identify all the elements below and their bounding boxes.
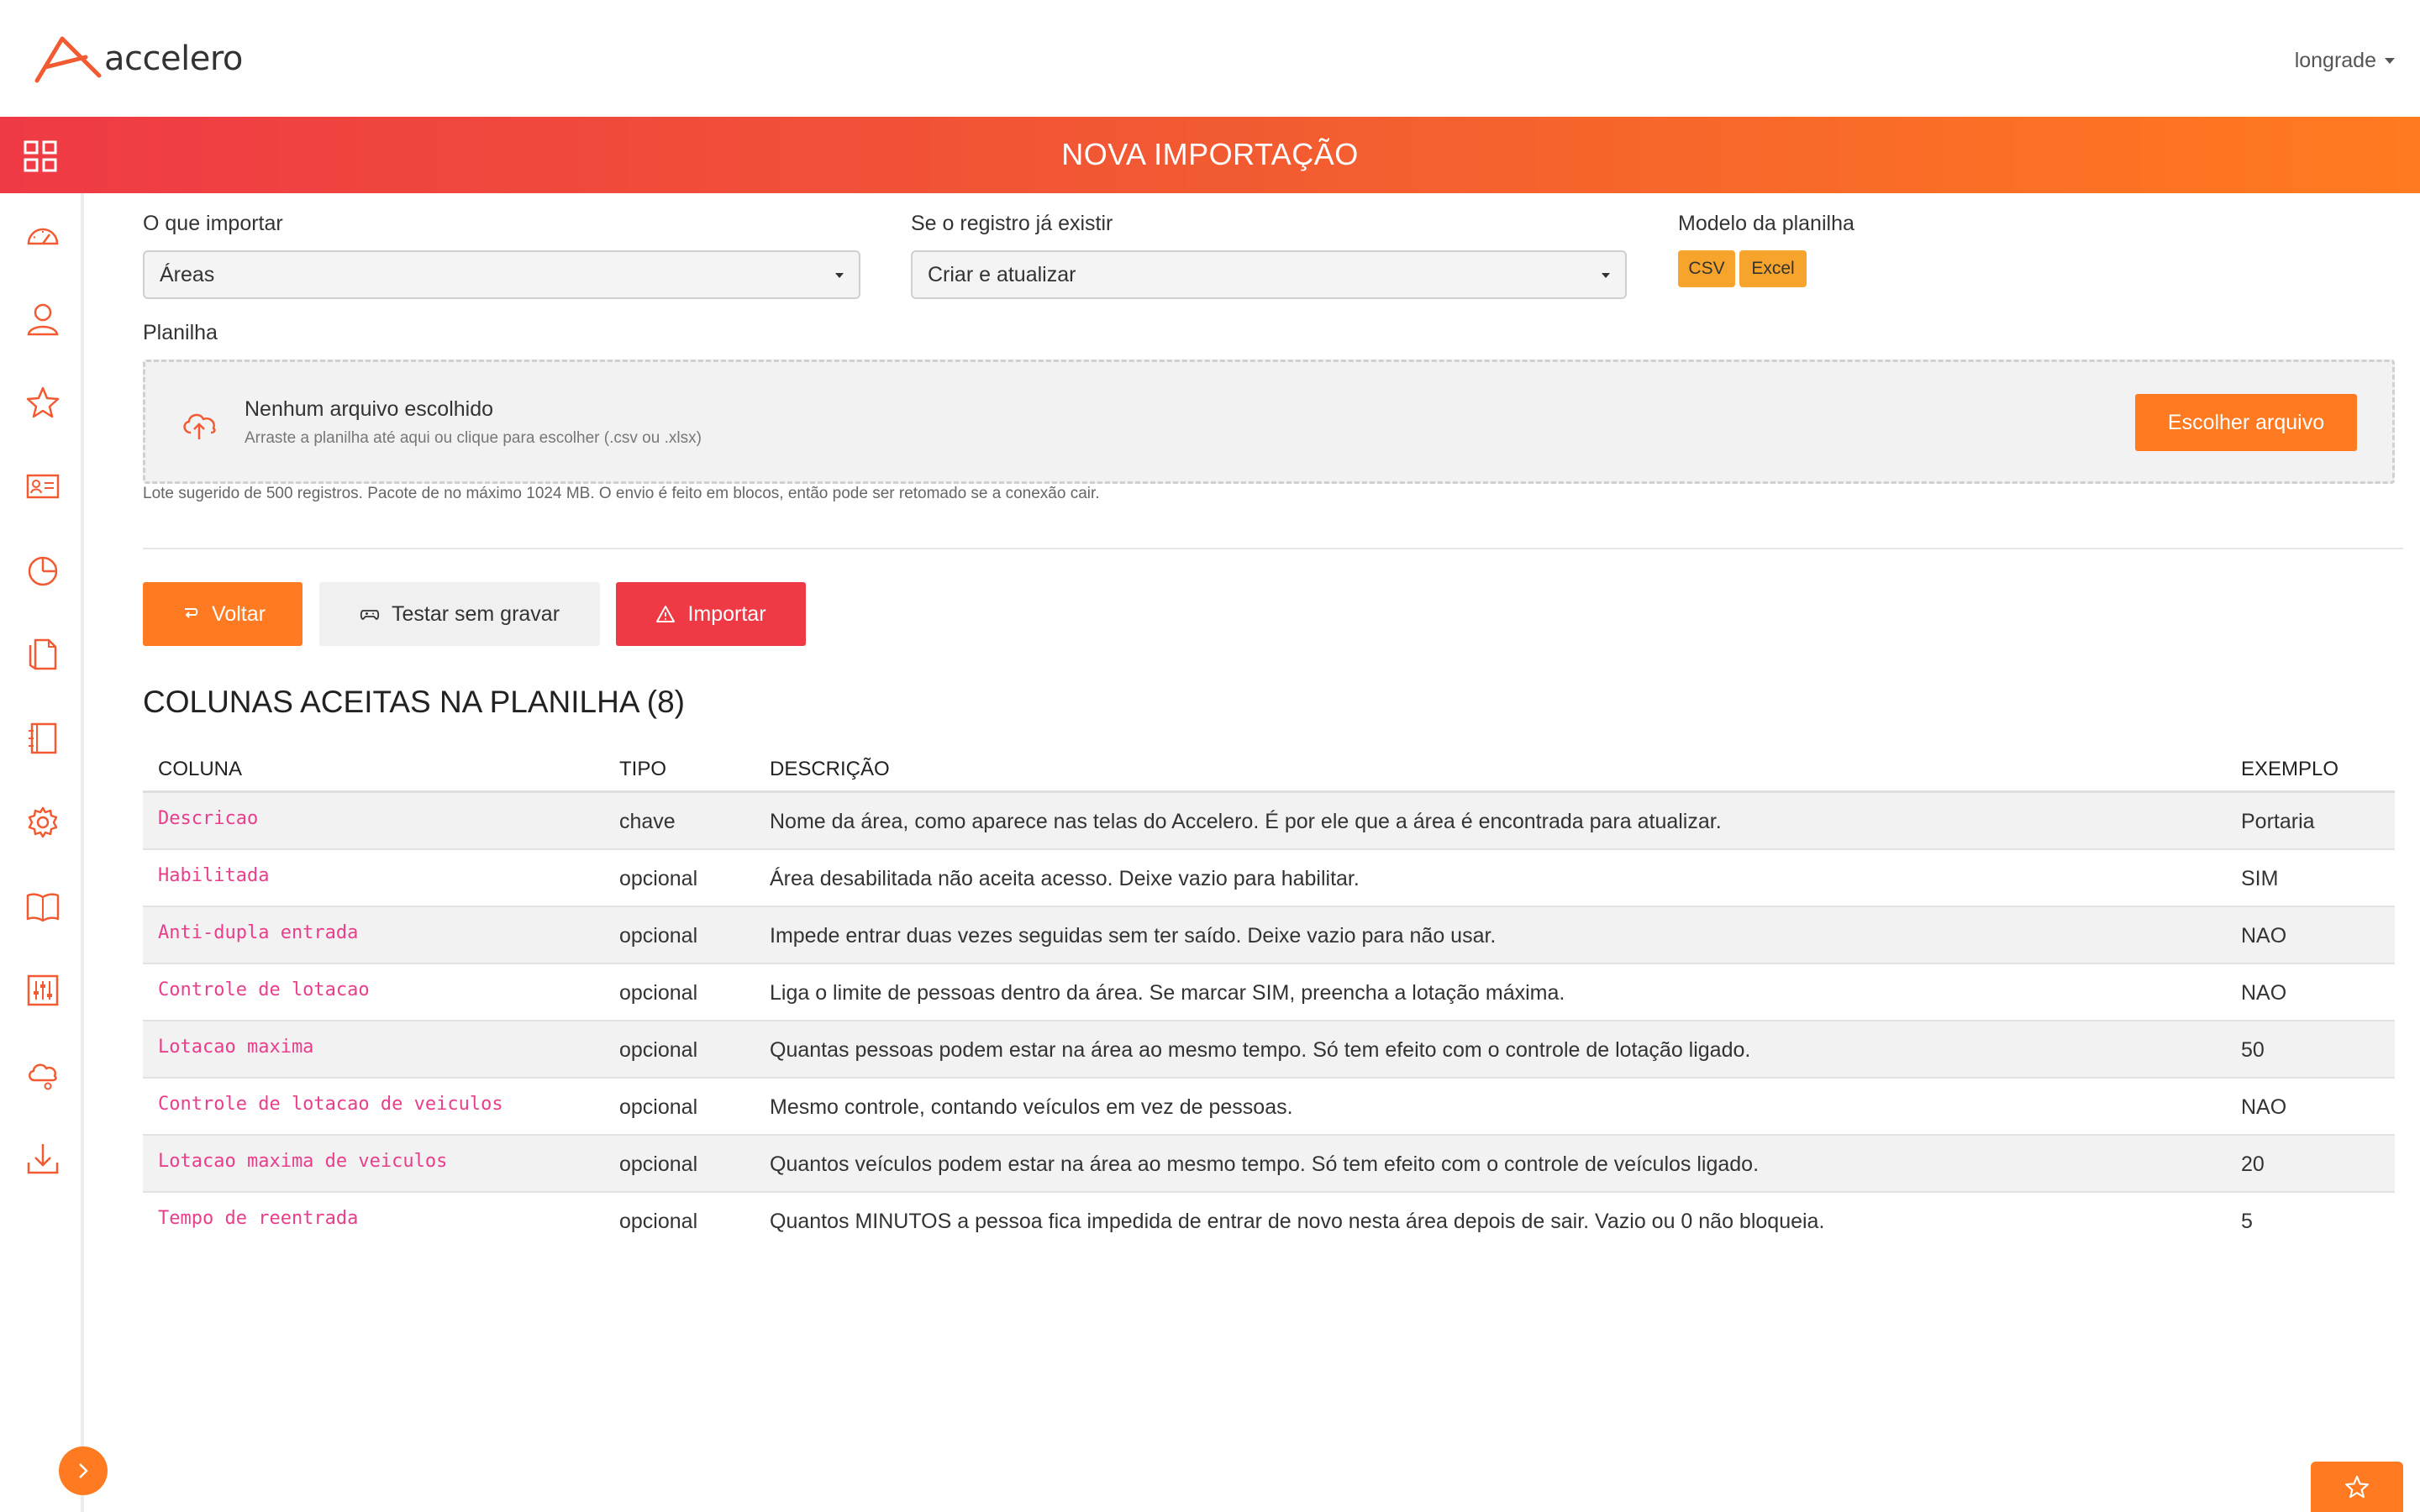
columns-table xyxy=(143,744,2395,1250)
choose-file-button[interactable]: Escolher arquivo xyxy=(2135,394,2357,451)
what-import-label: O que importar xyxy=(143,212,283,235)
header-descricao: DESCRIÇÃO xyxy=(770,758,890,780)
upload-hint: Lote sugerido de 500 registros. Pacote de no máximo 1024 MB. O envio é feito em blocos, então pode ser retomado se a conexão cair. xyxy=(143,485,1100,502)
column-description: Área desabilitada não aceita acesso. Deixe vazio para habilitar. xyxy=(770,867,1360,890)
column-name: Habilitada xyxy=(158,865,270,886)
page-title: NOVA IMPORTAÇÃO xyxy=(1061,137,1359,171)
table-row xyxy=(143,907,2395,964)
column-example: NAO xyxy=(2241,1095,2287,1119)
column-example: NAO xyxy=(2241,924,2287,948)
header-exemplo: EXEMPLO xyxy=(2241,758,2339,780)
column-description: Quantas pessoas podem estar na área ao mesmo tempo. Só tem efeito com o controle de lotação ligado. xyxy=(770,1038,1751,1062)
table-header xyxy=(143,744,2395,793)
chevron-right-icon xyxy=(76,1462,91,1480)
column-type: opcional xyxy=(619,1095,698,1119)
table-row xyxy=(143,964,2395,1021)
sheet-label: Planilha xyxy=(143,321,218,344)
header-tipo: TIPO xyxy=(619,758,667,780)
documents-icon[interactable] xyxy=(25,637,60,672)
column-type: opcional xyxy=(619,924,698,948)
sliders-icon[interactable] xyxy=(25,973,60,1008)
test-without-saving-button[interactable] xyxy=(319,582,600,646)
column-name: Controle de lotacao de veiculos xyxy=(158,1094,503,1115)
column-description: Mesmo controle, contando veículos em vez de pessoas. xyxy=(770,1095,1293,1119)
column-type: opcional xyxy=(619,867,698,890)
column-description: Quantos veículos podem estar na área ao mesmo tempo. Só tem efeito com o controle de veículos ligado. xyxy=(770,1152,1760,1176)
column-type: opcional xyxy=(619,1210,698,1233)
column-name: Lotacao maxima xyxy=(158,1037,314,1058)
column-description: Quantos MINUTOS a pessoa fica impedida de entrar de novo nesta área depois de sair. Vazio ou 0 não bloqueia. xyxy=(770,1210,1825,1233)
column-name: Controle de lotacao xyxy=(158,979,370,1000)
table-row xyxy=(143,793,2395,850)
back-label: Voltar xyxy=(212,601,266,626)
user-menu[interactable] xyxy=(2295,49,2395,73)
column-description: Nome da área, como aparece nas telas do Accelero. É por ele que a área é encontrada para atualizar. xyxy=(770,810,1722,833)
table-row xyxy=(143,850,2395,907)
column-description: Impede entrar duas vezes seguidas sem ter saído. Deixe vazio para não usar. xyxy=(770,924,1497,948)
page-header-banner xyxy=(0,117,2420,193)
table-row xyxy=(143,1079,2395,1136)
if-exists-select[interactable] xyxy=(911,250,1627,299)
star-icon[interactable] xyxy=(25,385,60,420)
warning-icon xyxy=(655,604,676,624)
caret-down-icon xyxy=(2385,58,2395,64)
no-file-chosen-text: Nenhum arquivo escolhido xyxy=(245,397,494,421)
if-exists-value: Criar e atualizar xyxy=(928,262,1076,286)
column-name: Anti-dupla entrada xyxy=(158,922,359,943)
column-example: Portaria xyxy=(2241,810,2315,833)
template-label: Modelo da planilha xyxy=(1678,212,1854,235)
pie-chart-icon[interactable] xyxy=(25,553,60,588)
cloud-settings-icon[interactable] xyxy=(25,1057,60,1092)
accelero-logo-mark-icon xyxy=(34,34,103,84)
columns-section-title: COLUNAS ACEITAS NA PLANILHA (8) xyxy=(143,685,685,719)
book-icon[interactable] xyxy=(25,889,60,924)
user-name: longrade xyxy=(2294,49,2376,72)
column-name: Descricao xyxy=(158,808,259,829)
brand-name: accelero xyxy=(104,39,243,78)
template-csv-button[interactable]: CSV xyxy=(1678,250,1735,287)
top-navbar xyxy=(0,0,2420,117)
import-label: Importar xyxy=(687,601,766,626)
id-card-icon[interactable] xyxy=(25,469,60,504)
header-coluna: COLUNA xyxy=(158,758,243,780)
column-example: 50 xyxy=(2241,1038,2265,1062)
column-description: Liga o limite de pessoas dentro da área. Se marcar SIM, preencha a lotação máxima. xyxy=(770,981,1565,1005)
dashboard-gauge-icon[interactable] xyxy=(25,218,60,254)
user-icon[interactable] xyxy=(25,301,60,336)
star-icon xyxy=(2344,1474,2370,1499)
sidebar xyxy=(0,193,84,1512)
column-type: opcional xyxy=(619,1152,698,1176)
column-example: SIM xyxy=(2241,867,2279,890)
sidebar-expand-button[interactable] xyxy=(59,1446,108,1495)
file-dropzone[interactable] xyxy=(143,360,2395,484)
caret-down-icon xyxy=(835,273,844,278)
column-example: 5 xyxy=(2241,1210,2253,1233)
test-label: Testar sem gravar xyxy=(391,601,560,626)
accelero-logo[interactable] xyxy=(34,34,243,84)
notebook-icon[interactable] xyxy=(25,721,60,756)
import-button[interactable] xyxy=(616,582,806,646)
gear-icon[interactable] xyxy=(25,805,60,840)
undo-arrow-icon xyxy=(180,604,200,624)
gamepad-icon xyxy=(360,604,380,624)
download-icon[interactable] xyxy=(25,1141,60,1176)
divider xyxy=(143,548,2403,549)
column-example: 20 xyxy=(2241,1152,2265,1176)
table-row xyxy=(143,1193,2395,1250)
column-example: NAO xyxy=(2241,981,2287,1005)
column-type: chave xyxy=(619,810,676,833)
what-import-value: Áreas xyxy=(160,262,215,286)
column-type: opcional xyxy=(619,981,698,1005)
dropzone-instructions: Arraste a planilha até aqui ou clique para escolher (.csv ou .xlsx) xyxy=(245,429,702,447)
cloud-upload-icon xyxy=(179,404,219,443)
column-name: Lotacao maxima de veiculos xyxy=(158,1151,448,1172)
caret-down-icon xyxy=(1602,273,1610,278)
favorite-button[interactable] xyxy=(2311,1462,2403,1512)
column-type: opcional xyxy=(619,1038,698,1062)
back-button[interactable] xyxy=(143,582,302,646)
template-excel-button[interactable]: Excel xyxy=(1739,250,1807,287)
table-row xyxy=(143,1021,2395,1079)
if-exists-label: Se o registro já existir xyxy=(911,212,1113,235)
column-name: Tempo de reentrada xyxy=(158,1208,359,1229)
table-row xyxy=(143,1136,2395,1193)
what-import-select[interactable] xyxy=(143,250,860,299)
